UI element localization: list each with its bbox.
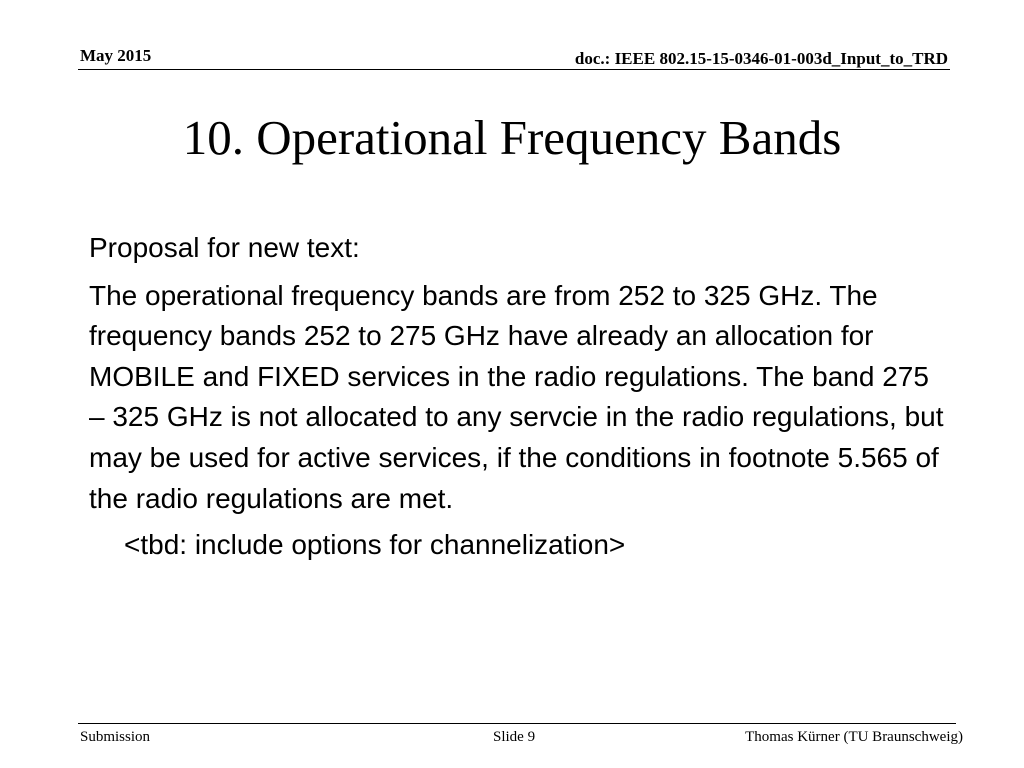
footer-author: Thomas Kürner (TU Braunschweig) <box>745 729 963 745</box>
header-date: May 2015 <box>80 46 152 65</box>
slide-title: 10. Operational Frequency Bands <box>182 110 842 165</box>
proposal-paragraph: The operational frequency bands are from 252 to 325 GHz. The frequency bands 252 to 275 GHz have already an allocation for MOBILE and FIXED services in the radio regulations. The band 275 – 325 GHz is not allocated to any servcie in the radio regulations, but may be used for active services, if the conditions in footnote 5.565 of the radio regulations are met. <box>89 279 944 514</box>
footer-slide-number: Slide 9 <box>493 729 536 745</box>
footer-submission: Submission <box>80 729 151 745</box>
proposal-intro: Proposal for new text: <box>89 232 360 263</box>
header-divider <box>78 69 950 70</box>
tbd-note: <tbd: include options for channelization> <box>124 529 626 561</box>
header-doc-id: doc.: IEEE 802.15-15-0346-01-003d_Input_to_TRD <box>574 49 948 68</box>
footer-divider <box>78 723 956 724</box>
slide-body <box>89 228 949 566</box>
